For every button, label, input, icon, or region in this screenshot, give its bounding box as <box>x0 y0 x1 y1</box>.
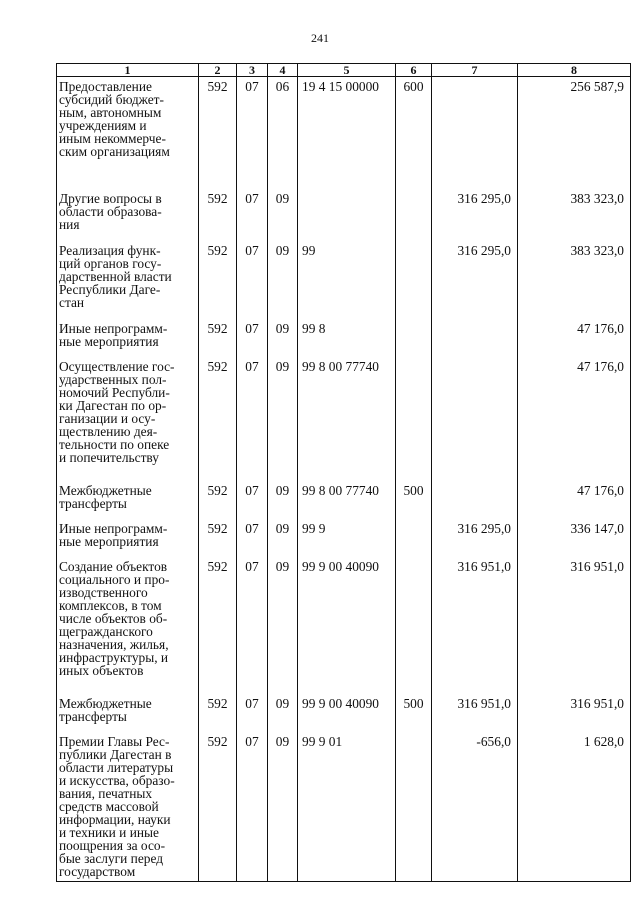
row-name-line: государством <box>59 863 136 879</box>
cell-amount-change: 316 295,0 <box>432 189 518 241</box>
row-name-line: ные мероприятия <box>59 533 159 549</box>
row-name <box>57 481 199 519</box>
row-name-line: трансферты <box>59 708 127 724</box>
column-header-7: 7 <box>432 64 518 77</box>
row-name-line: субсидий бюджет- <box>59 92 164 107</box>
row-name-line: ским организациям <box>59 144 170 159</box>
cell-admin-code: 592 <box>199 357 237 481</box>
row-name <box>57 77 199 189</box>
row-name-line: Межбюджетные <box>59 482 152 498</box>
cell-admin-code: 592 <box>199 732 237 882</box>
cell-amount-change <box>432 357 518 481</box>
table-row <box>57 319 631 357</box>
cell-section: 07 <box>237 732 268 882</box>
cell-target-item: 99 8 <box>298 319 396 357</box>
row-name <box>57 557 199 694</box>
column-header-6: 6 <box>396 64 432 77</box>
cell-section: 07 <box>237 481 268 519</box>
cell-target-item: 19 4 15 00000 <box>298 77 396 189</box>
cell-amount-change: 316 295,0 <box>432 519 518 557</box>
cell-amount-total: 383 323,0 <box>518 241 631 319</box>
cell-expense-type <box>396 557 432 694</box>
cell-expense-type <box>396 357 432 481</box>
row-name-line: Иные непрограмм- <box>59 520 168 536</box>
table-row <box>57 481 631 519</box>
cell-subsection: 09 <box>268 732 298 882</box>
row-name-line: ществлению дея- <box>59 423 158 439</box>
cell-target-item: 99 8 00 77740 <box>298 481 396 519</box>
cell-subsection: 06 <box>268 77 298 189</box>
cell-target-item: 99 8 00 77740 <box>298 357 396 481</box>
cell-subsection: 09 <box>268 519 298 557</box>
cell-amount-total: 1 628,0 <box>518 732 631 882</box>
cell-admin-code: 592 <box>199 519 237 557</box>
cell-amount-total: 336 147,0 <box>518 519 631 557</box>
header-row <box>57 64 631 77</box>
row-name-line: ным, автономным <box>59 105 162 120</box>
cell-target-item: 99 9 00 40090 <box>298 694 396 732</box>
cell-amount-total: 383 323,0 <box>518 189 631 241</box>
cell-admin-code: 592 <box>199 319 237 357</box>
table-row <box>57 357 631 481</box>
row-name-line: инфраструктуры, и <box>59 649 169 665</box>
row-name-line: бые заслуги перед <box>59 850 164 866</box>
row-name-line: комплексов, в том <box>59 597 162 613</box>
row-name-line: и искусства, образо- <box>59 772 175 788</box>
cell-target-item: 99 <box>298 241 396 319</box>
row-name <box>57 241 199 319</box>
cell-amount-total: 256 587,9 <box>518 77 631 189</box>
column-header-3: 3 <box>237 64 268 77</box>
row-name-line: области образова- <box>59 203 162 219</box>
cell-section: 07 <box>237 694 268 732</box>
row-name-line: ные мероприятия <box>59 333 159 349</box>
cell-amount-total: 316 951,0 <box>518 557 631 694</box>
row-name-line: изводственного <box>59 584 148 600</box>
row-name-line: социального и про- <box>59 571 170 587</box>
row-name-line: и техники и иные <box>59 824 159 840</box>
cell-amount-change: 316 295,0 <box>432 241 518 319</box>
cell-amount-change: 316 951,0 <box>432 694 518 732</box>
row-name-line: Реализация функ- <box>59 242 161 258</box>
row-name-line: Осуществление гос- <box>59 358 175 374</box>
cell-admin-code: 592 <box>199 694 237 732</box>
cell-amount-change: 316 951,0 <box>432 557 518 694</box>
row-name <box>57 519 199 557</box>
row-name-line: Другие вопросы в <box>59 190 162 206</box>
cell-amount-change <box>432 319 518 357</box>
cell-target-item: 99 9 00 40090 <box>298 557 396 694</box>
row-name <box>57 694 199 732</box>
row-name-line: номочий Республи- <box>59 384 170 400</box>
column-header-5: 5 <box>298 64 396 77</box>
cell-section: 07 <box>237 557 268 694</box>
cell-subsection: 09 <box>268 557 298 694</box>
cell-expense-type <box>396 319 432 357</box>
row-name-line: ций органов госу- <box>59 255 162 271</box>
cell-section: 07 <box>237 357 268 481</box>
table-row <box>57 77 631 189</box>
row-name-line: и попечительству <box>59 449 159 465</box>
column-header-8: 8 <box>518 64 631 77</box>
cell-admin-code: 592 <box>199 77 237 189</box>
row-name-line: Межбюджетные <box>59 695 152 711</box>
row-name-line: Предоставление <box>59 79 152 94</box>
row-name <box>57 357 199 481</box>
cell-expense-type: 500 <box>396 481 432 519</box>
row-name-line: Республики Даге- <box>59 281 161 297</box>
column-header-2: 2 <box>199 64 237 77</box>
cell-expense-type <box>396 241 432 319</box>
cell-amount-total: 47 176,0 <box>518 481 631 519</box>
cell-expense-type <box>396 732 432 882</box>
row-name-line: средств массовой <box>59 798 159 814</box>
row-name-line: поощрения за осо- <box>59 837 166 853</box>
page-number: 241 <box>311 31 329 45</box>
cell-amount-total: 47 176,0 <box>518 357 631 481</box>
cell-amount-total: 316 951,0 <box>518 694 631 732</box>
cell-amount-change <box>432 481 518 519</box>
row-name-line: ки Дагестан по ор- <box>59 397 167 413</box>
cell-section: 07 <box>237 241 268 319</box>
row-name-line: Иные непрограмм- <box>59 320 168 336</box>
table-body <box>57 77 631 882</box>
cell-section: 07 <box>237 189 268 241</box>
row-name-line: трансферты <box>59 495 127 511</box>
row-name-line: вания, печатных <box>59 785 153 801</box>
row-name <box>57 732 199 882</box>
row-name-line: публики Дагестан в <box>59 746 172 762</box>
cell-subsection: 09 <box>268 694 298 732</box>
table-row <box>57 557 631 694</box>
table-row <box>57 241 631 319</box>
cell-admin-code: 592 <box>199 557 237 694</box>
column-header-4: 4 <box>268 64 298 77</box>
cell-admin-code: 592 <box>199 481 237 519</box>
row-name-line: области литературы <box>59 759 174 775</box>
cell-section: 07 <box>237 319 268 357</box>
cell-subsection: 09 <box>268 481 298 519</box>
cell-target-item: 99 9 01 <box>298 732 396 882</box>
row-name <box>57 189 199 241</box>
row-name-line: щегражданского <box>59 623 153 639</box>
table-row <box>57 189 631 241</box>
column-header-1: 1 <box>57 64 199 77</box>
row-name <box>57 319 199 357</box>
cell-subsection: 09 <box>268 319 298 357</box>
row-name-line: дарственной власти <box>59 268 172 284</box>
cell-admin-code: 592 <box>199 241 237 319</box>
table-row <box>57 519 631 557</box>
row-name-line: стан <box>59 294 85 310</box>
cell-subsection: 09 <box>268 241 298 319</box>
cell-admin-code: 592 <box>199 189 237 241</box>
table-row <box>57 732 631 882</box>
table-row <box>57 694 631 732</box>
cell-expense-type: 600 <box>396 77 432 189</box>
cell-subsection: 09 <box>268 189 298 241</box>
cell-expense-type <box>396 189 432 241</box>
row-name-line: информации, науки <box>59 811 171 827</box>
row-name-line: иных объектов <box>59 662 144 678</box>
cell-subsection: 09 <box>268 357 298 481</box>
row-name-line: числе объектов об- <box>59 610 168 626</box>
cell-target-item: 99 9 <box>298 519 396 557</box>
budget-table <box>56 63 631 882</box>
row-name-line: ния <box>59 216 80 232</box>
cell-section: 07 <box>237 519 268 557</box>
row-name-line: Создание объектов <box>59 558 168 574</box>
row-name-line: учреждениям и <box>59 118 147 133</box>
cell-target-item <box>298 189 396 241</box>
cell-amount-change <box>432 77 518 189</box>
cell-amount-change: -656,0 <box>432 732 518 882</box>
row-name-line: ударственных пол- <box>59 371 167 387</box>
cell-section: 07 <box>237 77 268 189</box>
row-name-line: тельности по опеке <box>59 436 170 452</box>
row-name-line: назначения, жилья, <box>59 636 169 652</box>
cell-amount-total: 47 176,0 <box>518 319 631 357</box>
cell-expense-type: 500 <box>396 694 432 732</box>
row-name-line: ганизации и осу- <box>59 410 156 426</box>
row-name-line: Премии Главы Рес- <box>59 733 170 749</box>
cell-expense-type <box>396 519 432 557</box>
row-name-line: иным некоммерче- <box>59 131 166 146</box>
